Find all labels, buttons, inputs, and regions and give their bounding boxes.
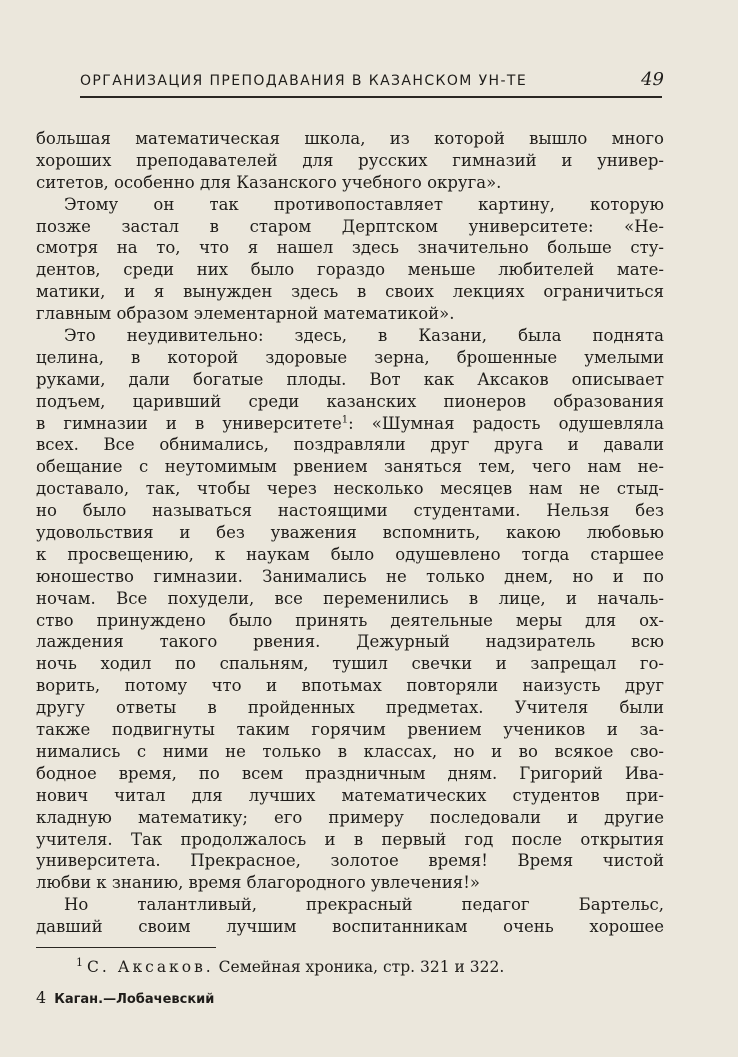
- text-line: учителя. Так продолжалось и в первый год после открытия: [36, 829, 664, 849]
- text-line: удовольствия и без уважения вспомнить, какою любовью: [36, 523, 664, 543]
- text-line: ночам. Все похудели, все переменились в лице, и началь-: [36, 588, 664, 608]
- printer-signature: [36, 988, 214, 1007]
- footnote: [76, 955, 636, 976]
- text-line-with-footnote: [36, 413, 664, 435]
- text-line: ночь ходил по спальням, тушил свечки и запрещал го-: [36, 654, 664, 674]
- text-line: доставало, так, чтобы через несколько месяцев нам не стыд-: [36, 479, 664, 499]
- footnote-reference: 1: [341, 414, 349, 426]
- text-line: подъем, царивший среди казанских пионеров образования: [36, 391, 664, 411]
- text-line: ство принуждено было принять деятельные меры для ох-: [36, 610, 664, 630]
- text-line: кладную математику; его примеру последовали и другие: [36, 807, 664, 827]
- text-line: нимались с ними не только в классах, но и во всякое сво-: [36, 741, 664, 761]
- footnote-text: Семейная хроника, стр. 321 и 322.: [213, 958, 505, 976]
- text-line: обещание с неутомимым рвением заняться тем, чего нам не-: [36, 457, 664, 477]
- text-line: позже застал в старом Дерптском университете: «Не-: [36, 216, 664, 236]
- signature-text: Каган.—Лобачевский: [54, 992, 215, 1007]
- text-line: к просвещению, к наукам было одушевлено тогда старшее: [36, 544, 664, 564]
- text-line: также подвигнуты таким горячим рвением учеников и за-: [36, 720, 664, 740]
- text-line: юношество гимназии. Занимались не только днем, но и по: [36, 566, 664, 586]
- header-rule: [80, 96, 662, 98]
- text-line: любви к знанию, время благородного увлечения!»: [36, 873, 480, 893]
- text-line: большая математическая школа, из которой вышло много: [36, 129, 664, 148]
- text-line: университета. Прекрасное, золотое время! Время чистой: [36, 851, 664, 871]
- text-line: давший своим лучшим воспитанникам очень хорошее: [36, 917, 664, 937]
- paragraph-start-line: Это неудивительно: здесь, в Казани, была поднята: [64, 326, 664, 346]
- text-line: всех. Все обнимались, поздравляли друг друга и давали: [36, 435, 664, 455]
- text-line: лаждения такого рвения. Дежурный надзиратель всю: [36, 632, 664, 652]
- text-line: дентов, среди них было гораздо меньше любителей мате-: [36, 260, 664, 280]
- line-head: в гимназии и в университете: [36, 413, 342, 433]
- text-line: ворить, потому что и впотьмах повторяли наизусть друг: [36, 676, 664, 696]
- paragraph-start-line: Этому он так противопоставляет картину, которую: [64, 194, 664, 214]
- text-line: другу ответы в пройденных предметах. Учителя были: [36, 698, 664, 718]
- text-line: хороших преподавателей для русских гимназий и универ-: [36, 150, 664, 170]
- text-line: матики, и я вынужден здесь в своих лекциях ограничиться: [36, 282, 664, 302]
- text-line: смотря на то, что я нашел здесь значительно больше сту-: [36, 238, 664, 258]
- running-head: [80, 69, 664, 90]
- footnote-rule: [36, 947, 216, 948]
- text-line: руками, дали богатые плоды. Вот как Аксаков описывает: [36, 369, 664, 389]
- text-line: главным образом элементарной математикой».: [36, 304, 455, 324]
- body-text: [36, 128, 664, 938]
- running-title: ОРГАНИЗАЦИЯ ПРЕПОДАВАНИЯ В КАЗАНСКОМ УН-ТЕ: [80, 73, 528, 89]
- footnote-number: 1: [76, 955, 83, 969]
- line-tail: : «Шумная радость одушевляла: [348, 413, 664, 433]
- text-line: но было называться настоящими студентами. Нельзя без: [36, 501, 664, 521]
- text-line: бодное время, по всем праздничным дням. Григорий Ива-: [36, 763, 664, 783]
- text-line: нович читал для лучших математических студентов при-: [36, 785, 664, 805]
- paragraph-start-line: Но талантливый, прекрасный педагог Бартельс,: [64, 895, 664, 915]
- footnote-author: С. Аксаков.: [87, 958, 214, 976]
- text-line: целина, в которой здоровые зерна, брошенные умелыми: [36, 347, 664, 367]
- text-line: ситетов, особенно для Казанского учебного округа».: [36, 172, 502, 192]
- page-number: 49: [641, 69, 664, 90]
- signature-number: 4: [36, 988, 47, 1007]
